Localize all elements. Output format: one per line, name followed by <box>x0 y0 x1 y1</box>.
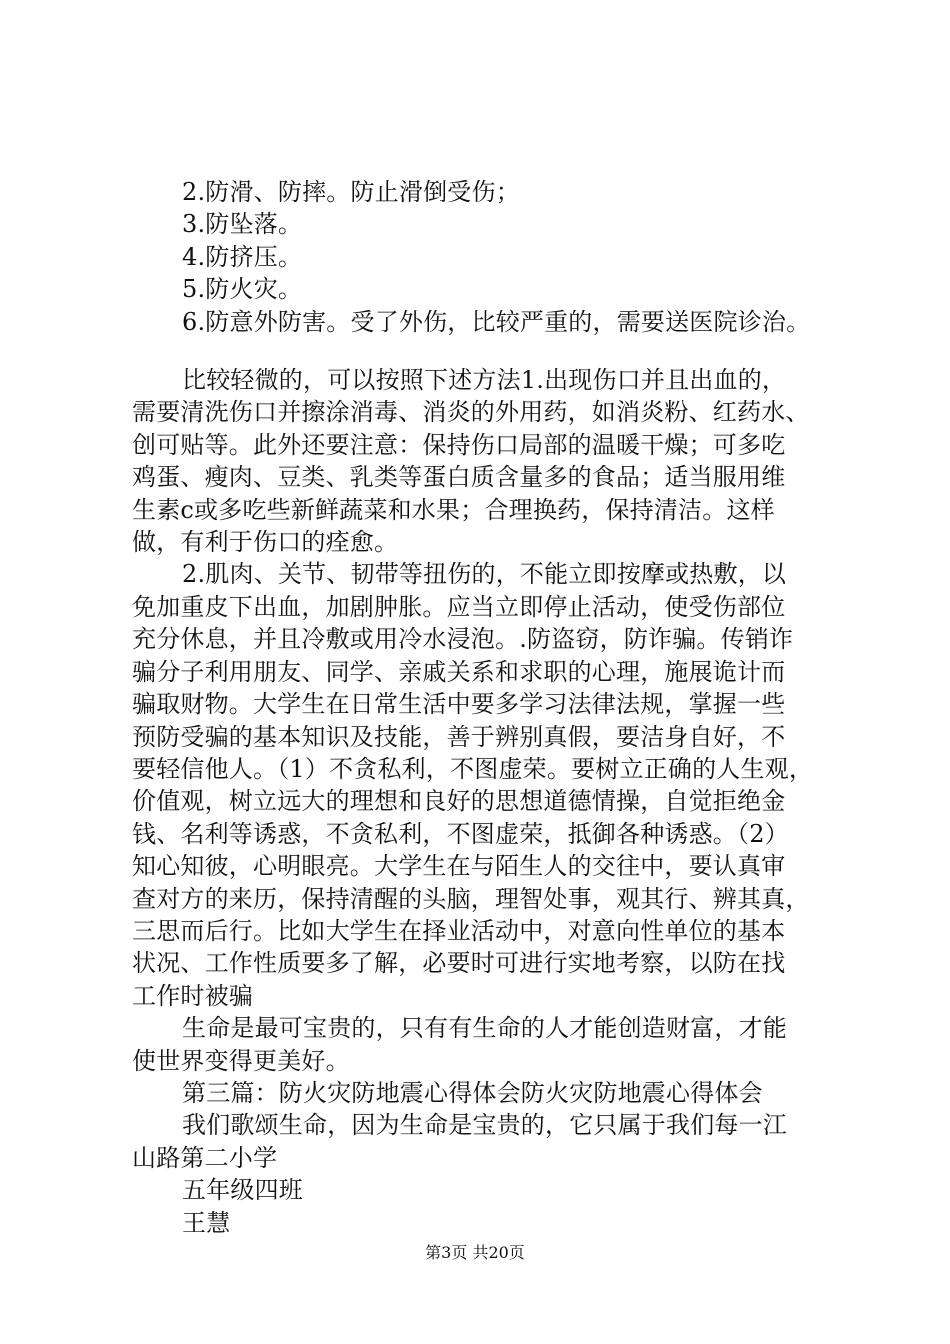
text-line: 价值观，树立远大的理想和良好的思想道德情操，自觉拒绝金 <box>132 787 786 816</box>
text-line: 查对方的来历，保持清醒的头脑，理智处事，观其行、辨其真， <box>132 884 810 913</box>
text-line: 生命是最可宝贵的，只有有生命的人才能创造财富，才能 <box>182 1014 787 1043</box>
text-line: 生素c或多吃些新鲜蔬菜和水果；合理换药，保持清洁。这样 <box>132 495 775 524</box>
list-item: 4.防挤压。 <box>182 242 303 271</box>
text-line: 免加重皮下出血，加剧肿胀。应当立即停止活动，使受伤部位 <box>132 592 786 621</box>
text-line: 预防受骗的基本知识及技能，善于辨别真假，要洁身自好，不 <box>132 722 786 751</box>
text-line: 骗取财物。大学生在日常生活中要多学习法律法规，掌握一些 <box>132 690 786 719</box>
text-line: 工作时被骗 <box>132 981 253 1010</box>
text-line: 2.肌肉、关节、韧带等扭伤的，不能立即按摩或热敷，以 <box>182 560 787 589</box>
paragraph-minor-injury <box>132 364 832 558</box>
text-line: 比较轻微的，可以按照下述方法1.出现伤口并且出血的， <box>182 366 787 395</box>
text-line: 钱、名利等诱惑，不贪私利，不图虚荣，抵御各种诱惑。（2） <box>132 819 789 848</box>
list-item: 2.防滑、防摔。防止滑倒受伤； <box>182 178 520 206</box>
page-footer <box>0 1240 950 1263</box>
text-line: 要轻信他人。（1）不贪私利，不图虚荣。要树立正确的人生观， <box>132 754 814 783</box>
text-line: 山路第二小学 <box>132 1143 278 1172</box>
text-line: 我们歌颂生命，因为生命是宝贵的，它只属于我们每一江 <box>182 1111 787 1140</box>
list-item: 3.防坠落。 <box>182 210 303 239</box>
paragraph-value-of-life <box>132 1012 832 1077</box>
paragraph-spacer <box>132 338 832 364</box>
text-line: 做，有利于伤口的痊愈。 <box>132 528 399 557</box>
text-line: 骗分子利用朋友、同学、亲戚关系和求职的心理，施展诡计而 <box>132 657 786 686</box>
list-item: 5.防火灾。 <box>182 275 303 304</box>
paragraph-sprain-fraud <box>132 558 832 1012</box>
list-item: 6.防意外防害。受了外伤，比较严重的，需要送医院诊治。 <box>182 307 811 336</box>
document-body <box>132 176 832 1239</box>
class-line: 五年级四班 <box>182 1176 303 1205</box>
text-line: 充分休息，并且冷敷或用冷水浸泡。.防盗窃，防诈骗。传销诈 <box>132 625 794 654</box>
text-line: 知心知彼，心明眼亮。大学生在与陌生人的交往中，要认真审 <box>132 852 786 881</box>
text-line: 状况、工作性质要多了解，必要时可进行实地考察，以防在找 <box>132 949 786 978</box>
text-line: 创可贴等。此外还要注意：保持伤口局部的温暖干燥；可多吃 <box>132 430 786 459</box>
page-number-label: 第3页 共20页 <box>425 1243 525 1262</box>
paragraph-praise-life <box>132 1109 832 1174</box>
section-heading: 第三篇：防火灾防地震心得体会防火灾防地震心得体会 <box>182 1078 763 1107</box>
text-line: 使世界变得更美好。 <box>132 1046 350 1075</box>
safety-list <box>132 176 832 338</box>
text-line: 三思而后行。比如大学生在择业活动中，对意向性单位的基本 <box>132 916 786 945</box>
text-line: 需要清洗伤口并擦涂消毒、消炎的外用药，如消炎粉、红药水、 <box>132 398 810 427</box>
text-line: 鸡蛋、瘦肉、豆类、乳类等蛋白质含量多的食品；适当服用维 <box>132 463 786 492</box>
author-line: 王慧 <box>182 1208 231 1237</box>
